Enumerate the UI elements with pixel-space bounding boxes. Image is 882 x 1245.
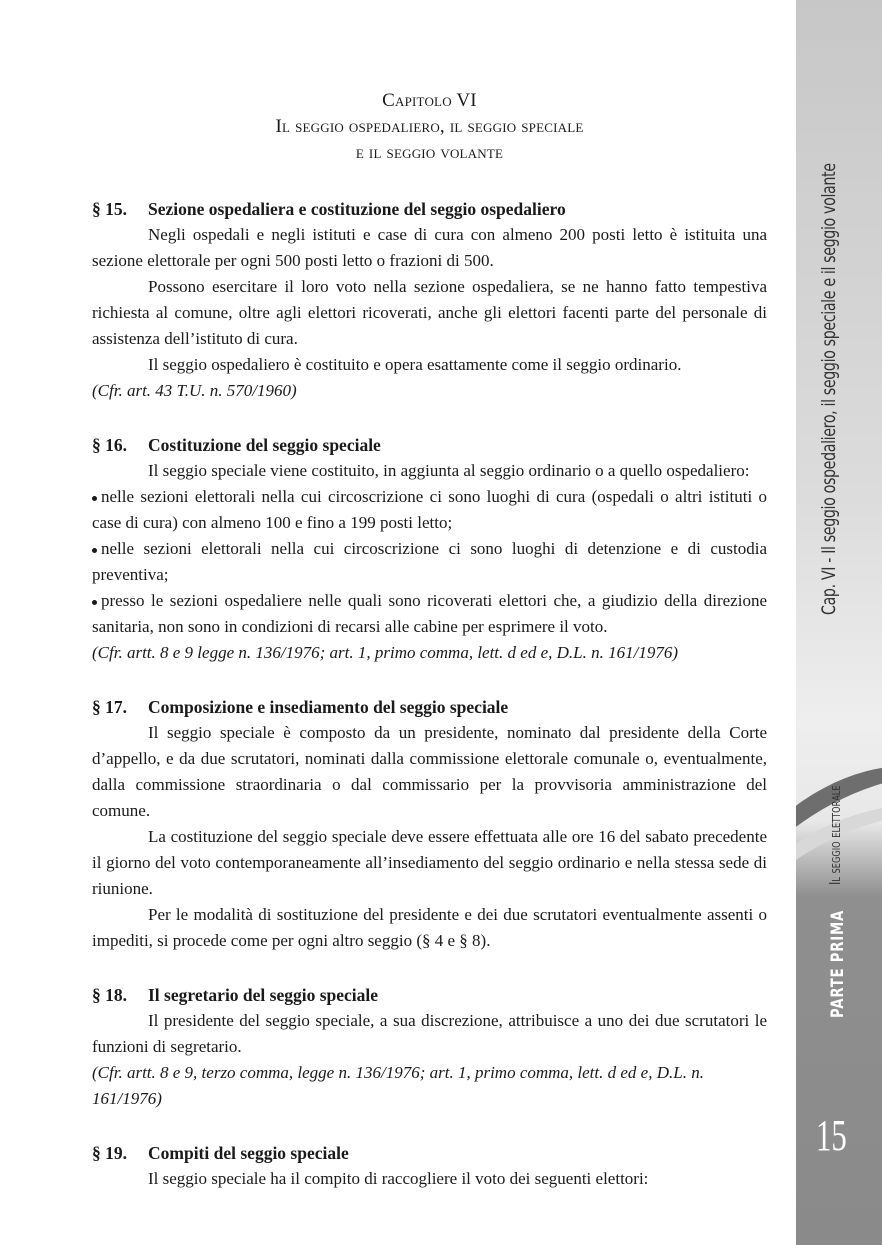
section-heading: Sezione ospedaliera e costituzione del seggio ospedaliero	[148, 199, 566, 219]
running-title: Cap. VI - Il seggio ospedaliero, il seggio speciale e il seggio volante	[818, 163, 840, 615]
section-heading: Composizione e insediamento del seggio speciale	[148, 697, 509, 717]
section-title	[92, 1140, 767, 1166]
citation: (Cfr. artt. 8 e 9, terzo comma, legge n. 136/1976; art. 1, primo comma, lett. d ed e, D.L. n. 161/1976)	[92, 1063, 704, 1108]
section-18	[92, 982, 767, 1112]
paragraph: Il seggio speciale ha il compito di raccogliere il voto dei seguenti elettori:	[148, 1169, 649, 1188]
section-16	[92, 432, 767, 666]
part-subtitle: Il seggio elettorale	[826, 785, 844, 885]
section-15	[92, 196, 767, 404]
bullet-icon	[92, 496, 97, 501]
paragraph: La costituzione del seggio speciale deve essere effettuata alle ore 16 del sabato precedente il giorno del voto contemporaneamente all’insediamento del seggio ordinario e nella stessa sede di riunione.	[92, 827, 767, 898]
page-number: 15	[816, 1111, 847, 1160]
citation: (Cfr. art. 43 T.U. n. 570/1960)	[92, 381, 297, 400]
section-17	[92, 694, 767, 954]
bullet-text: nelle sezioni elettorali nella cui circoscrizione ci sono luoghi di cura (ospedali o altri istituti o case di cura) con almeno 100 e fino a 199 posti letto;	[92, 487, 767, 532]
bullet-icon	[92, 600, 97, 605]
chapter-title-line-2: e il seggio volante	[355, 142, 504, 163]
paragraph: Il seggio speciale è composto da un presidente, nominato dal presidente della Corte d’appello, e da due scrutatori, nominati dalla commissione elettorale comunale o, eventualmente, dalla commissione straordinaria o dal commissario per la provvisoria amministrazione del comune.	[92, 723, 767, 820]
paragraph: Per le modalità di sostituzione del presidente e dei due scrutatori eventualmente assenti o impediti, si procede come per ogni altro seggio (§ 4 e § 8).	[92, 905, 767, 950]
section-title	[92, 982, 767, 1008]
chapter-title-line-1: Il seggio ospedaliero, il seggio speciale	[275, 116, 584, 137]
section-number: § 15.	[92, 199, 127, 219]
section-title	[92, 432, 767, 458]
page-body	[92, 88, 767, 1192]
chapter-heading	[92, 88, 767, 166]
bullet-icon	[92, 548, 97, 553]
section-number: § 17.	[92, 697, 127, 717]
section-heading: Compiti del seggio speciale	[148, 1143, 349, 1163]
bullet-text: presso le sezioni ospedaliere nelle quali sono ricoverati elettori che, a giudizio della direzione sanitaria, non sono in condizioni di recarsi alle cabine per esprimere il voto.	[92, 591, 767, 636]
paragraph: Il presidente del seggio speciale, a sua discrezione, attribuisce a uno dei due scrutatori le funzioni di segretario.	[92, 1011, 767, 1056]
section-title	[92, 196, 767, 222]
section-19	[92, 1140, 767, 1192]
paragraph: Il seggio speciale viene costituito, in aggiunta al seggio ordinario o a quello ospedaliero:	[148, 461, 750, 480]
section-title	[92, 694, 767, 720]
section-heading: Costituzione del seggio speciale	[148, 435, 381, 455]
citation: (Cfr. artt. 8 e 9 legge n. 136/1976; art. 1, primo comma, lett. d ed e, D.L. n. 161/1976)	[92, 643, 678, 662]
side-tab	[796, 0, 882, 1245]
section-number: § 18.	[92, 985, 127, 1005]
bullet-text: nelle sezioni elettorali nella cui circoscrizione ci sono luoghi di detenzione e di custodia preventiva;	[92, 539, 767, 584]
section-number: § 19.	[92, 1143, 127, 1163]
bullet-item	[92, 588, 767, 640]
bullet-item	[92, 536, 767, 588]
paragraph: Possono esercitare il loro voto nella sezione ospedaliera, se ne hanno fatto tempestiva richiesta al comune, oltre agli elettori ricoverati, anche gli elettori facenti parte del personale di assistenza dell’istituto di cura.	[92, 277, 767, 348]
paragraph: Negli ospedali e negli istituti e case di cura con almeno 200 posti letto è istituita una sezione elettorale per ogni 500 posti letto o frazioni di 500.	[92, 225, 767, 270]
section-number: § 16.	[92, 435, 127, 455]
part-label: PARTE PRIMA	[828, 909, 848, 1018]
chapter-label: Capitolo VI	[382, 90, 477, 111]
section-heading: Il segretario del seggio speciale	[148, 985, 379, 1005]
paragraph: Il seggio ospedaliero è costituito e opera esattamente come il seggio ordinario.	[148, 355, 682, 374]
bullet-item	[92, 484, 767, 536]
